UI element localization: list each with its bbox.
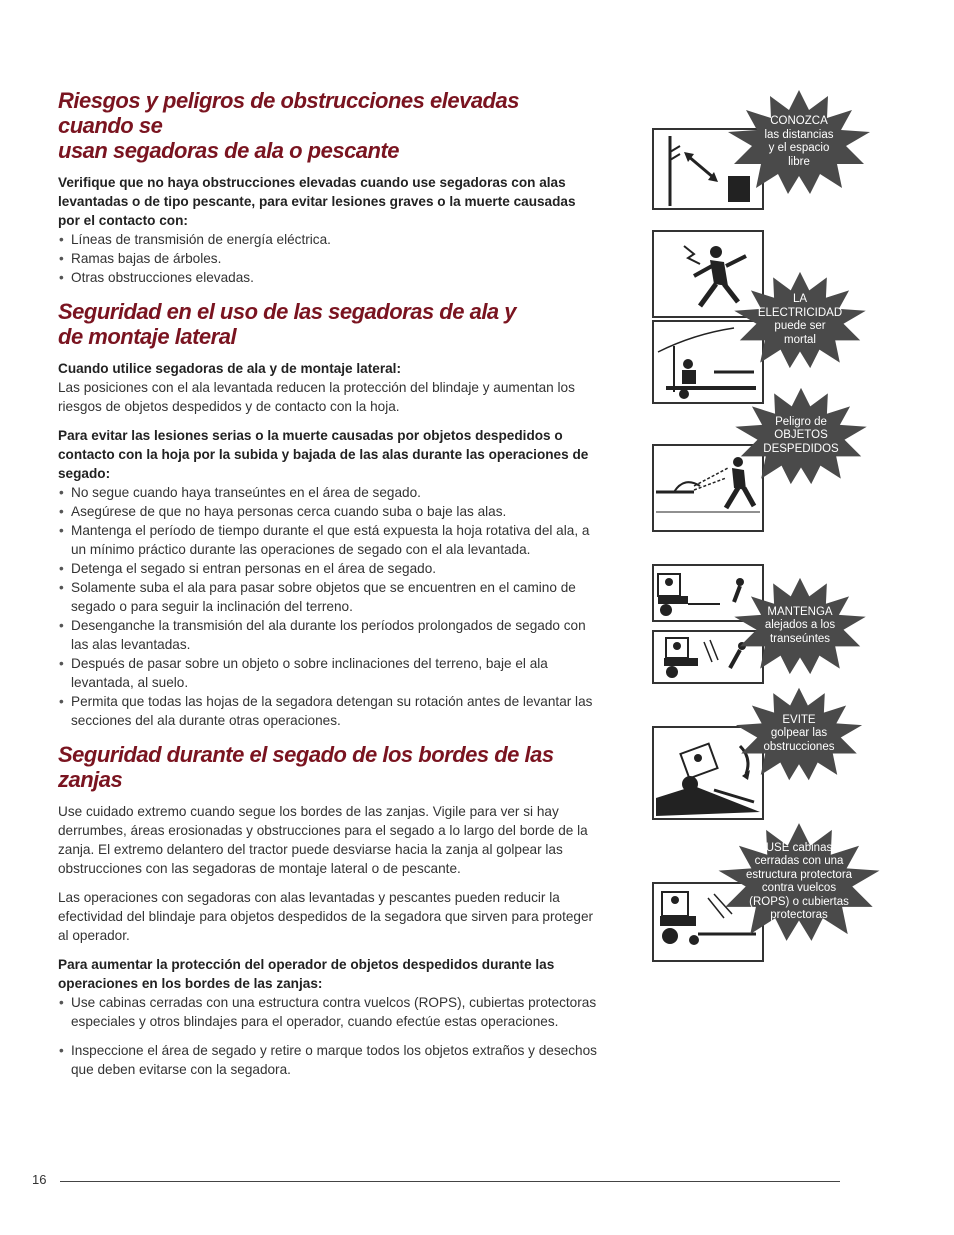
- list-item: • Asegúrese de que no haya personas cerca cuando suba o baje las alas.: [58, 502, 598, 521]
- list-item: • Después de pasar sobre un objeto o sobre inclinaciones del terreno, baje el ala levantada, al suelo.: [58, 654, 598, 692]
- list-item: • Detenga el segado si entran personas en el área de segado.: [58, 559, 598, 578]
- section1-list: [58, 230, 598, 287]
- section3-lead: Para aumentar la protección del operador de objetos despedidos durante las operaciones en los bordes de las zanjas:: [58, 957, 555, 991]
- section2-list: [58, 483, 598, 730]
- section3-list-2: [58, 1041, 598, 1079]
- list-item: • Permita que todas las hojas de la segadora detengan su rotación antes de levantar las secciones del ala durante otras operaciones.: [58, 692, 598, 730]
- burst-know-clearance: CONOZCA las distancias y el espacio libre: [724, 88, 874, 196]
- page-number: 16: [32, 1172, 47, 1187]
- list-item: • Solamente suba el ala para pasar sobre objetos que se encuentren en el camino de segado o para seguir la inclinación del terreno.: [58, 578, 598, 616]
- section2-lead: Cuando utilice segadoras de ala y de montaje lateral:: [58, 361, 401, 376]
- list-item: • Líneas de transmisión de energía eléctrica.: [58, 230, 598, 249]
- burst-avoid-obstructions: EVITE golpear las obstrucciones: [726, 686, 872, 782]
- burst-bystanders: MANTENGA alejados a los transeúntes: [726, 576, 874, 676]
- main-text-column: [58, 88, 598, 1079]
- list-item: • Desenganche la transmisión del ala durante los períodos prolongados de segado con las alas levantadas.: [58, 616, 598, 654]
- burst-electricity: LA ELECTRICIDAD puede ser mortal: [726, 270, 874, 370]
- list-item: • Ramas bajas de árboles.: [58, 249, 598, 268]
- burst-thrown-objects: Peligro de OBJETOS DESPEDIDOS: [728, 386, 874, 486]
- section3-list: [58, 993, 598, 1031]
- section1-lead: Verifique que no haya obstrucciones elevadas cuando use segadoras con alas levantadas o de tipo pescante, para evitar lesiones graves o la muerte causadas por el contacto con:: [58, 175, 576, 228]
- section3-para2: Las operaciones con segadoras con alas levantadas y pescantes pueden reducir la efectividad del blindaje para objetos despedidos de la segadora que sirven para proteger al operador.: [58, 890, 594, 943]
- list-item: • Mantenga el período de tiempo durante el que está expuesta la hoja rotativa del ala, a un mínimo práctico durante las operaciones de segado con el ala levantada.: [58, 521, 598, 559]
- section1-title: Riesgos y peligros de obstrucciones elevadas cuando se usan segadoras de ala o pescante: [58, 88, 519, 163]
- section3-title: Seguridad durante el segado de los bordes de las zanjas: [58, 742, 554, 792]
- footer-rule: [60, 1181, 840, 1182]
- list-item: • Use cabinas cerradas con una estructura contra vuelcos (ROPS), cubiertas protectoras especiales y otros blindajes para el operador, cuando efectúe estas operaciones.: [58, 993, 598, 1031]
- section2-lead2: Para evitar las lesiones serias o la muerte causadas por objetos despedidos o contacto con la hoja por la subida y bajada de las alas durante las operaciones de segado:: [58, 428, 589, 481]
- burst-rops-cab: USE cabinas cerradas con una estructura protectora contra vuelcos (ROPS) o cubiertas protectoras: [714, 818, 884, 946]
- list-item: • Otras obstrucciones elevadas.: [58, 268, 598, 287]
- section2-text: Las posiciones con el ala levantada reducen la protección del blindaje y aumentan los riesgos de objetos despedidos y de contacto con la hoja.: [58, 380, 575, 414]
- section2-title: Seguridad en el uso de las segadoras de ala y de montaje lateral: [58, 299, 517, 349]
- section3-para1: Use cuidado extremo cuando segue los bordes de las zanjas. Vigile para ver si hay derrumbes, áreas erosionadas y obstrucciones para el segado a lo largo del borde de la zanja. El extremo delantero del tractor puede desviarse hacia la zanja al golpear las obstrucciones con las segadoras de montaje lateral o de pescante.: [58, 804, 588, 876]
- list-item: • No segue cuando haya transeúntes en el área de segado.: [58, 483, 598, 502]
- list-item: • Inspeccione el área de segado y retire o marque todos los objetos extraños y desechos que deben evitarse con la segadora.: [58, 1041, 598, 1079]
